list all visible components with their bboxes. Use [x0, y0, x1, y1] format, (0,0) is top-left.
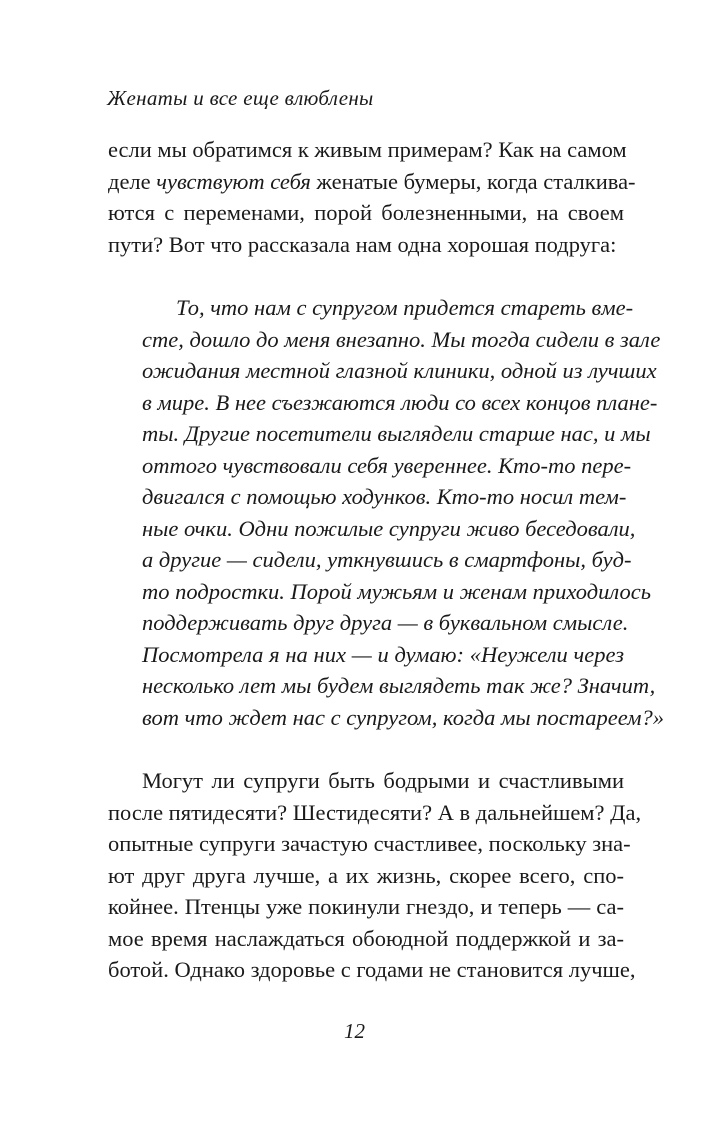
quote-line: оттого чувствовали себя увереннее. Кто-то пере-: [142, 452, 632, 478]
text-line: опытные супруги зачастую счастливее, поскольку зна-: [108, 831, 631, 856]
running-head: Женаты и все еще влюблены: [107, 86, 374, 110]
text-line: мое время наслаждаться обоюдной поддержкой и за-: [108, 925, 624, 951]
text-fragment: женатые бумеры, когда сталкива-: [310, 168, 636, 194]
text-line: пути? Вот что рассказала нам одна хорошая подруга:: [108, 231, 617, 257]
block-quote: [142, 292, 664, 733]
quote-line: Посмотрела я на них — и думаю: «Неужели через: [142, 641, 624, 667]
quote-line: сте, дошло до меня внезапно. Мы тогда сидели в зале: [142, 326, 661, 352]
text-line: если мы обратимся к живым примерам? Как на самом: [108, 137, 627, 162]
quote-line: несколько лет мы будем выглядеть так же? Значит,: [142, 673, 656, 698]
text-line: [108, 166, 636, 198]
quote-line: ты. Другие посетители выглядели старше нас, и мы: [142, 421, 651, 446]
paragraph-1: [108, 134, 636, 260]
quote-line: в мире. В нее съезжаются люди со всех концов плане-: [142, 389, 658, 415]
text-line: ют друг друга лучше, а их жизнь, скорее всего, спо-: [108, 862, 624, 888]
text-line: койнее. Птенцы уже покинули гнездо, и теперь — са-: [108, 894, 624, 919]
text-line: после пятидесяти? Шестидесяти? А в дальнейшем? Да,: [108, 799, 642, 825]
text-line: ботой. Однако здоровье с годами не становится лучше,: [108, 957, 636, 982]
quote-line: поддерживать друг друга — в буквальном смысле.: [142, 610, 629, 635]
text-line: Могут ли супруги быть бодрыми и счастливыми: [142, 768, 624, 793]
quote-line: а другие — сидели, уткнувшись в смартфоны, буд-: [142, 547, 632, 572]
quote-line: то подростки. Порой мужьям и женам приходилось: [142, 578, 651, 604]
page-number: 12: [344, 1019, 365, 1043]
quote-line: двигался с помощью ходунков. Кто-то носил тем-: [142, 484, 627, 509]
quote-line: ные очки. Одни пожилые супруги живо беседовали,: [142, 515, 636, 541]
quote-line: То, что нам с супругом придется стареть вме-: [176, 295, 634, 320]
text-line: ются с переменами, порой болезненными, на своем: [108, 200, 624, 225]
quote-line: ожидания местной глазной клиники, одной из лучших: [142, 358, 657, 383]
text-fragment: деле: [108, 168, 157, 194]
paragraph-2: [108, 765, 642, 986]
quote-line: вот что ждет нас с супругом, когда мы постареем?»: [142, 704, 664, 730]
emphasis-text: чувствуют себя: [156, 168, 311, 194]
